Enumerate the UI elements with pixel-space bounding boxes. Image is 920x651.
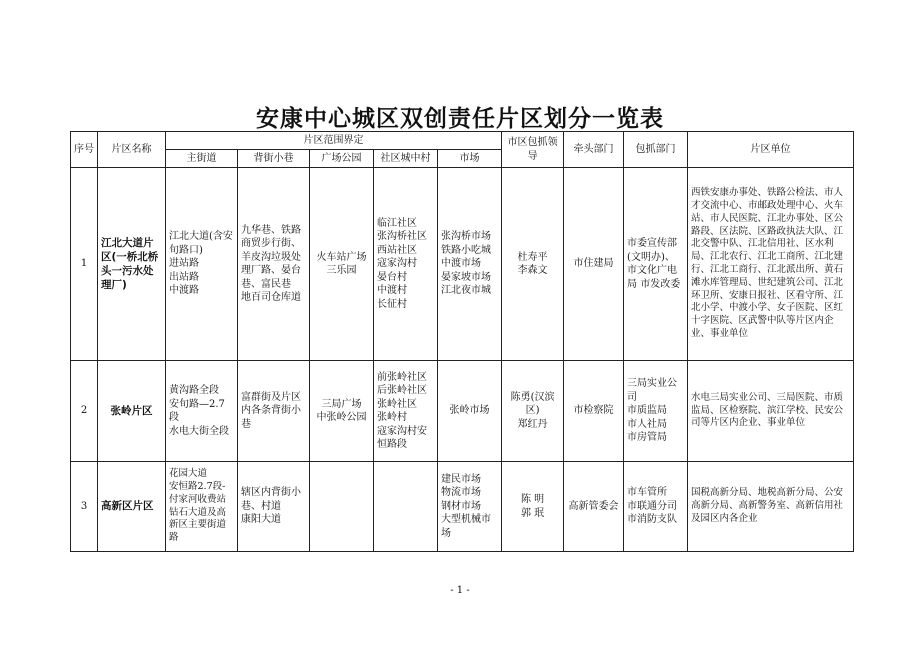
header-scope: 片区范围界定 <box>166 132 502 150</box>
row-units: 国税高新分局、地税高新分局、公安高新分局、高新警务室、高新信用社及园区内各企业 <box>688 462 854 552</box>
header-market: 市场 <box>438 150 502 168</box>
row-back-street: 九华巷、铁路商贸步行街、羊皮沟垃圾处理厂路、晏台巷、富民巷 地百司仓库道 <box>238 168 310 361</box>
table-row <box>71 168 854 361</box>
header-contact-dept: 包抓部门 <box>624 132 688 168</box>
row-leader: 杜寿平 李森文 <box>502 168 564 361</box>
row-contact-dept: 市委宣传部(文明办)、 市文化广电局 市发改委 <box>624 168 688 361</box>
row-back-street: 辖区内背街小巷、村道 康阳大道 <box>238 462 310 552</box>
header-back-street: 背街小巷 <box>238 150 310 168</box>
row-leader: 陈勇(汉滨区) 郑红丹 <box>502 361 564 462</box>
row-units: 水电三局实业公司、三局医院、市质监局、区检察院、滨江学校、民安公司等片区内企业、事业单位 <box>688 361 854 462</box>
row-leader: 陈 明 郭 珉 <box>502 462 564 552</box>
row-community: 临江社区 张沟桥社区 西站社区 寇家沟村 晏台村 中渡村 长征村 <box>374 168 438 361</box>
row-area-name: 张岭片区 <box>98 361 166 462</box>
header-main-street: 主街道 <box>166 150 238 168</box>
row-main-street: 江北大道(含安旬路口) 进站路 出站路 中渡路 <box>166 168 238 361</box>
row-area-name: 江北大道片区(一桥北桥头一污水处理厂) <box>98 168 166 361</box>
row-contact-dept: 市车管所 市联通分司 市消防支队 <box>624 462 688 552</box>
row-market: 张沟桥市场 铁路小吃城 中渡市场 晏家坡市场 江北夜市城 <box>438 168 502 361</box>
row-lead-dept: 市住建局 <box>564 168 624 361</box>
row-lead-dept: 市检察院 <box>564 361 624 462</box>
header-area-name: 片区名称 <box>98 132 166 168</box>
header-seq: 序号 <box>71 132 98 168</box>
row-contact-dept: 三局实业公司 市质监局 市人社局 市房管局 <box>624 361 688 462</box>
row-plaza: 火车站广场 三乐园 <box>310 168 374 361</box>
row-market: 建民市场 物流市场 钢材市场 大型机械市场 <box>438 462 502 552</box>
row-main-street: 黄沟路全段 安旬路—2.7段 水电大街全段 <box>166 361 238 462</box>
row-seq: 1 <box>71 168 98 361</box>
row-seq: 3 <box>71 462 98 552</box>
header-lead-dept: 牵头部门 <box>564 132 624 168</box>
row-community: 前张岭社区 后张岭社区 张岭社区 张岭村 寇家沟村安恒路段 <box>374 361 438 462</box>
row-back-street: 富群街及片区内各条背街小巷 <box>238 361 310 462</box>
header-community: 社区城中村 <box>374 150 438 168</box>
row-market: 张岭市场 <box>438 361 502 462</box>
zone-table <box>70 131 854 552</box>
page-title: 安康中心城区双创责任片区划分一览表 <box>256 106 664 132</box>
row-area-name: 高新区片区 <box>98 462 166 552</box>
row-main-street: 花园大道 安恒路2.7段-付家河收费站 钻石大道及高新区主要街道路 <box>166 462 238 552</box>
row-plaza: 三局广场 中张岭公园 <box>310 361 374 462</box>
row-plaza <box>310 462 374 552</box>
row-seq: 2 <box>71 361 98 462</box>
header-plaza: 广场公园 <box>310 150 374 168</box>
header-units: 片区单位 <box>688 132 854 168</box>
row-units: 西铁安康办事处、铁路公检法、市人才交流中心、市邮政处理中心、火车站、市人民医院、江北办事处、区公路段、区法院、区路政执法大队、江北交警中队、江北信用社、区水利局、江北农行、江北工商所、江北建行、江北工商行、江北派出所、黄石滩水库管理局、世纪建筑公司、江北环卫所、安康日报社、区看守所、江北小学、中渡小学、女子医院、区红十字医院、区武警中队等片区内企业、事业单位 <box>688 168 854 361</box>
table-row <box>71 361 854 462</box>
row-lead-dept: 高新管委会 <box>564 462 624 552</box>
row-community <box>374 462 438 552</box>
header-leader: 市区包抓领导 <box>502 132 564 168</box>
table-row <box>71 462 854 552</box>
page-number: - 1 - <box>450 585 470 596</box>
